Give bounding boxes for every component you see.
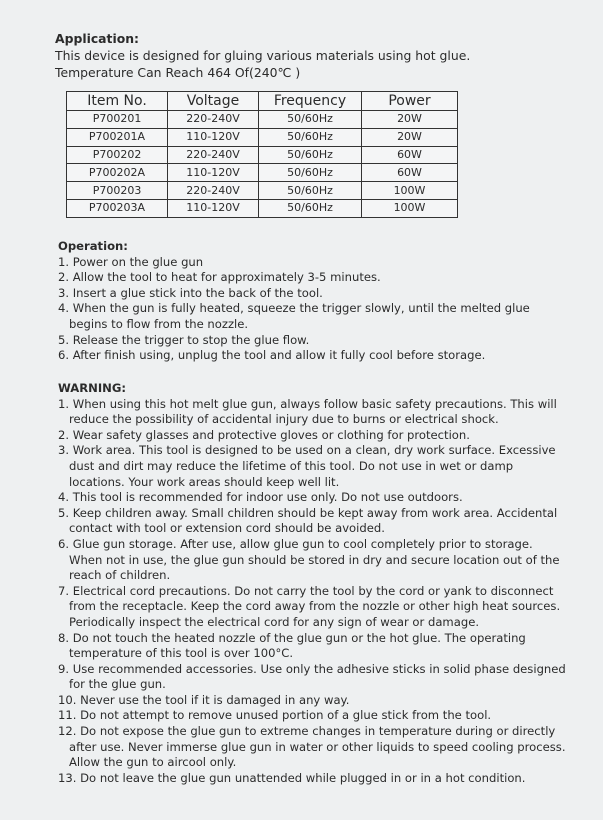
list-item: 3. Insert a glue stick into the back of the tool. — [58, 285, 323, 300]
col-power: Power — [362, 92, 458, 111]
list-item: 1. Power on the glue gun — [58, 254, 204, 269]
col-item-no: Item No. — [67, 92, 168, 111]
col-voltage: Voltage — [168, 92, 259, 111]
cell-frequency: 50/60Hz — [259, 164, 362, 182]
cell-item-no: P700201 — [67, 111, 168, 129]
cell-power: 100W — [362, 199, 458, 217]
spec-table — [66, 91, 458, 218]
table-row — [67, 128, 458, 146]
list-item: 5. Release the trigger to stop the glue flow. — [58, 332, 310, 347]
cell-power: 20W — [362, 111, 458, 129]
list-item: 12. Do not expose the glue gun to extreme changes in temperature during or directly after use. Never immerse glue gun in water or other liquids to speed cooling process. Allow the gun to aircool only. — [58, 724, 566, 770]
list-item: 2. Allow the tool to heat for approximately 3-5 minutes. — [58, 270, 381, 285]
cell-voltage: 220-240V — [168, 182, 259, 200]
warning-list — [58, 397, 568, 787]
cell-frequency: 50/60Hz — [259, 146, 362, 164]
list-item: 6. After finish using, unplug the tool and allow it fully cool before storage. — [58, 348, 486, 363]
col-frequency: Frequency — [259, 92, 362, 111]
application-section — [55, 30, 470, 81]
list-item: 6. Glue gun storage. After use, allow glue gun to cool completely prior to storage. When not in use, the glue gun should be stored in dry and secure location out of the reach of children. — [58, 536, 560, 583]
list-item: 3. Work area. This tool is designed to be used on a clean, dry work surface. Excessive dust and dirt may reduce the lifetime of this tool. Do not use in wet or damp locations. Your work areas should keep well lit. — [58, 443, 556, 489]
cell-power: 100W — [362, 182, 458, 200]
list-item: 7. Electrical cord precautions. Do not carry the tool by the cord or yank to disconnect from the receptacle. Keep the cord away from the nozzle or other high heat sources. Periodically inspect the electrical cord for any sign of wear or damage. — [58, 583, 561, 629]
application-heading: Application: — [55, 31, 139, 46]
cell-power: 60W — [362, 146, 458, 164]
list-item: 2. Wear safety glasses and protective gloves or clothing for protection. — [58, 427, 470, 442]
list-item: 11. Do not attempt to remove unused portion of a glue stick from the tool. — [58, 708, 492, 723]
table-row — [67, 164, 458, 182]
cell-voltage: 110-120V — [168, 199, 259, 217]
cell-frequency: 50/60Hz — [259, 128, 362, 146]
cell-item-no: P700202A — [67, 164, 168, 182]
table-row — [67, 182, 458, 200]
temperature-note: Temperature Can Reach 464 Of(240℃ ) — [55, 65, 301, 80]
cell-item-no: P700203 — [67, 182, 168, 200]
list-item: 13. Do not leave the glue gun unattended while plugged in or in a hot condition. — [58, 770, 526, 785]
list-item: 4. This tool is recommended for indoor use only. Do not use outdoors. — [58, 490, 463, 505]
table-row — [67, 199, 458, 217]
list-item: 4. When the gun is fully heated, squeeze the trigger slowly, until the melted glue begins to flow from the nozzle. — [58, 301, 530, 331]
list-item: 5. Keep children away. Small children should be kept away from work area. Accidental contact with tool or extension cord should be avoided. — [58, 505, 558, 536]
spec-table-header-row — [67, 92, 458, 111]
list-item: 10. Never use the tool if it is damaged in any way. — [58, 692, 350, 707]
table-row — [67, 111, 458, 129]
cell-item-no: P700201A — [67, 128, 168, 146]
warning-section — [58, 381, 568, 786]
cell-voltage: 110-120V — [168, 128, 259, 146]
operation-list — [58, 255, 568, 364]
list-item: 8. Do not touch the heated nozzle of the glue gun or the hot glue. The operating temperature of this tool is over 100°C. — [58, 630, 526, 661]
cell-frequency: 50/60Hz — [259, 199, 362, 217]
operation-heading: Operation: — [58, 239, 128, 253]
list-item: 1. When using this hot melt glue gun, always follow basic safety precautions. This will reduce the possibility of accidental injury due to burns or electrical shock. — [58, 396, 557, 427]
cell-frequency: 50/60Hz — [259, 182, 362, 200]
operation-section — [58, 239, 568, 364]
cell-voltage: 220-240V — [168, 146, 259, 164]
list-item: 9. Use recommended accessories. Use only the adhesive sticks in solid phase designed for the glue gun. — [58, 661, 566, 692]
cell-voltage: 220-240V — [168, 111, 259, 129]
table-row — [67, 146, 458, 164]
application-description: This device is designed for gluing various materials using hot glue. — [55, 48, 471, 63]
cell-frequency: 50/60Hz — [259, 111, 362, 129]
cell-voltage: 110-120V — [168, 164, 259, 182]
cell-power: 20W — [362, 128, 458, 146]
warning-heading: WARNING: — [58, 381, 127, 395]
cell-power: 60W — [362, 164, 458, 182]
cell-item-no: P700203A — [67, 199, 168, 217]
cell-item-no: P700202 — [67, 146, 168, 164]
